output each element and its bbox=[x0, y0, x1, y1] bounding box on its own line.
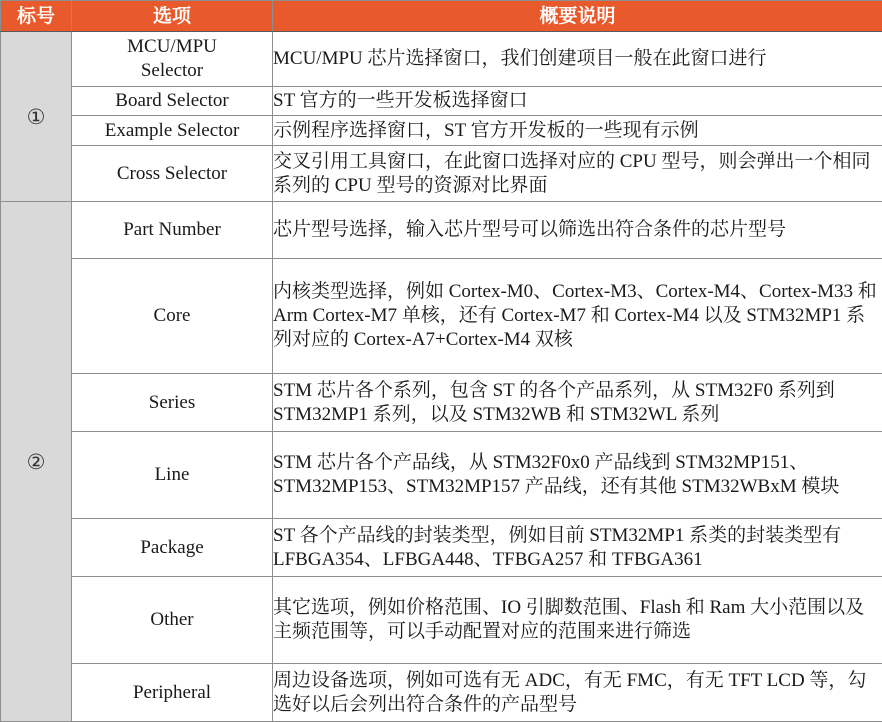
table-row bbox=[1, 146, 882, 202]
table-row bbox=[1, 32, 882, 87]
option-cell bbox=[72, 32, 273, 87]
option-cell: Cross Selector bbox=[72, 146, 273, 202]
description-cell: 示例程序选择窗口，ST 官方开发板的一些现有示例 bbox=[273, 116, 882, 146]
option-cell: Part Number bbox=[72, 202, 273, 259]
table-row bbox=[1, 202, 882, 259]
table-row bbox=[1, 258, 882, 374]
table-row bbox=[1, 519, 882, 577]
description-cell: 周边设备选项，例如可选有无 ADC，有无 FMC，有无 TFT LCD 等，勾选好以后会列出符合条件的产品型号 bbox=[273, 664, 882, 722]
description-cell: STM 芯片各个产品线，从 STM32F0x0 产品线到 STM32MP151、STM32MP153、STM32MP157 产品线，还有其他 STM32WBxM 模块 bbox=[273, 432, 882, 519]
option-cell: Example Selector bbox=[72, 116, 273, 146]
description-cell: STM 芯片各个系列，包含 ST 的各个产品系列，从 STM32F0 系列到 STM32MP1 系列，以及 STM32WB 和 STM32WL 系列 bbox=[273, 374, 882, 432]
description-cell: 内核类型选择，例如 Cortex-M0、Cortex-M3、Cortex-M4、Cortex-M33 和 Arm Cortex-M7 单核，还有 Cortex-M7 和 Cortex-M4 以及 STM32MP1 系列对应的 Cortex-A7+Cortex-M4 双核 bbox=[273, 258, 882, 374]
table-row bbox=[1, 432, 882, 519]
description-cell: ST 各个产品线的封装类型，例如目前 STM32MP1 系类的封装类型有 LFBGA354、LFBGA448、TFBGA257 和 TFBGA361 bbox=[273, 519, 882, 577]
header-number: 标号 bbox=[1, 1, 72, 32]
option-name: MCU/MPU Selector bbox=[127, 35, 217, 81]
description-cell: 其它选项，例如价格范围、IO 引脚数范围、Flash 和 Ram 大小范围以及主频范围等，可以手动配置对应的范围来进行筛选 bbox=[273, 577, 882, 664]
description-cell: 芯片型号选择，输入芯片型号可以筛选出符合条件的芯片型号 bbox=[273, 202, 882, 259]
header-option: 选项 bbox=[72, 1, 273, 32]
option-cell: Core bbox=[72, 258, 273, 374]
table-header-row bbox=[1, 1, 882, 32]
group-marker: ② bbox=[1, 202, 72, 722]
table-row bbox=[1, 374, 882, 432]
table-row bbox=[1, 86, 882, 115]
description-cell: MCU/MPU 芯片选择窗口，我们创建项目一般在此窗口进行 bbox=[273, 32, 882, 87]
table-row bbox=[1, 116, 882, 146]
option-cell: Package bbox=[72, 519, 273, 577]
table-row bbox=[1, 577, 882, 664]
table-row bbox=[1, 664, 882, 722]
description-cell: ST 官方的一些开发板选择窗口 bbox=[273, 86, 882, 115]
option-cell: Board Selector bbox=[72, 86, 273, 115]
option-cell: Series bbox=[72, 374, 273, 432]
option-cell: Other bbox=[72, 577, 273, 664]
description-cell: 交叉引用工具窗口，在此窗口选择对应的 CPU 型号，则会弹出一个相同系列的 CPU 型号的资源对比界面 bbox=[273, 146, 882, 202]
option-cell: Line bbox=[72, 432, 273, 519]
option-cell: Peripheral bbox=[72, 664, 273, 722]
group-marker: ① bbox=[1, 32, 72, 202]
header-description: 概要说明 bbox=[273, 1, 882, 32]
